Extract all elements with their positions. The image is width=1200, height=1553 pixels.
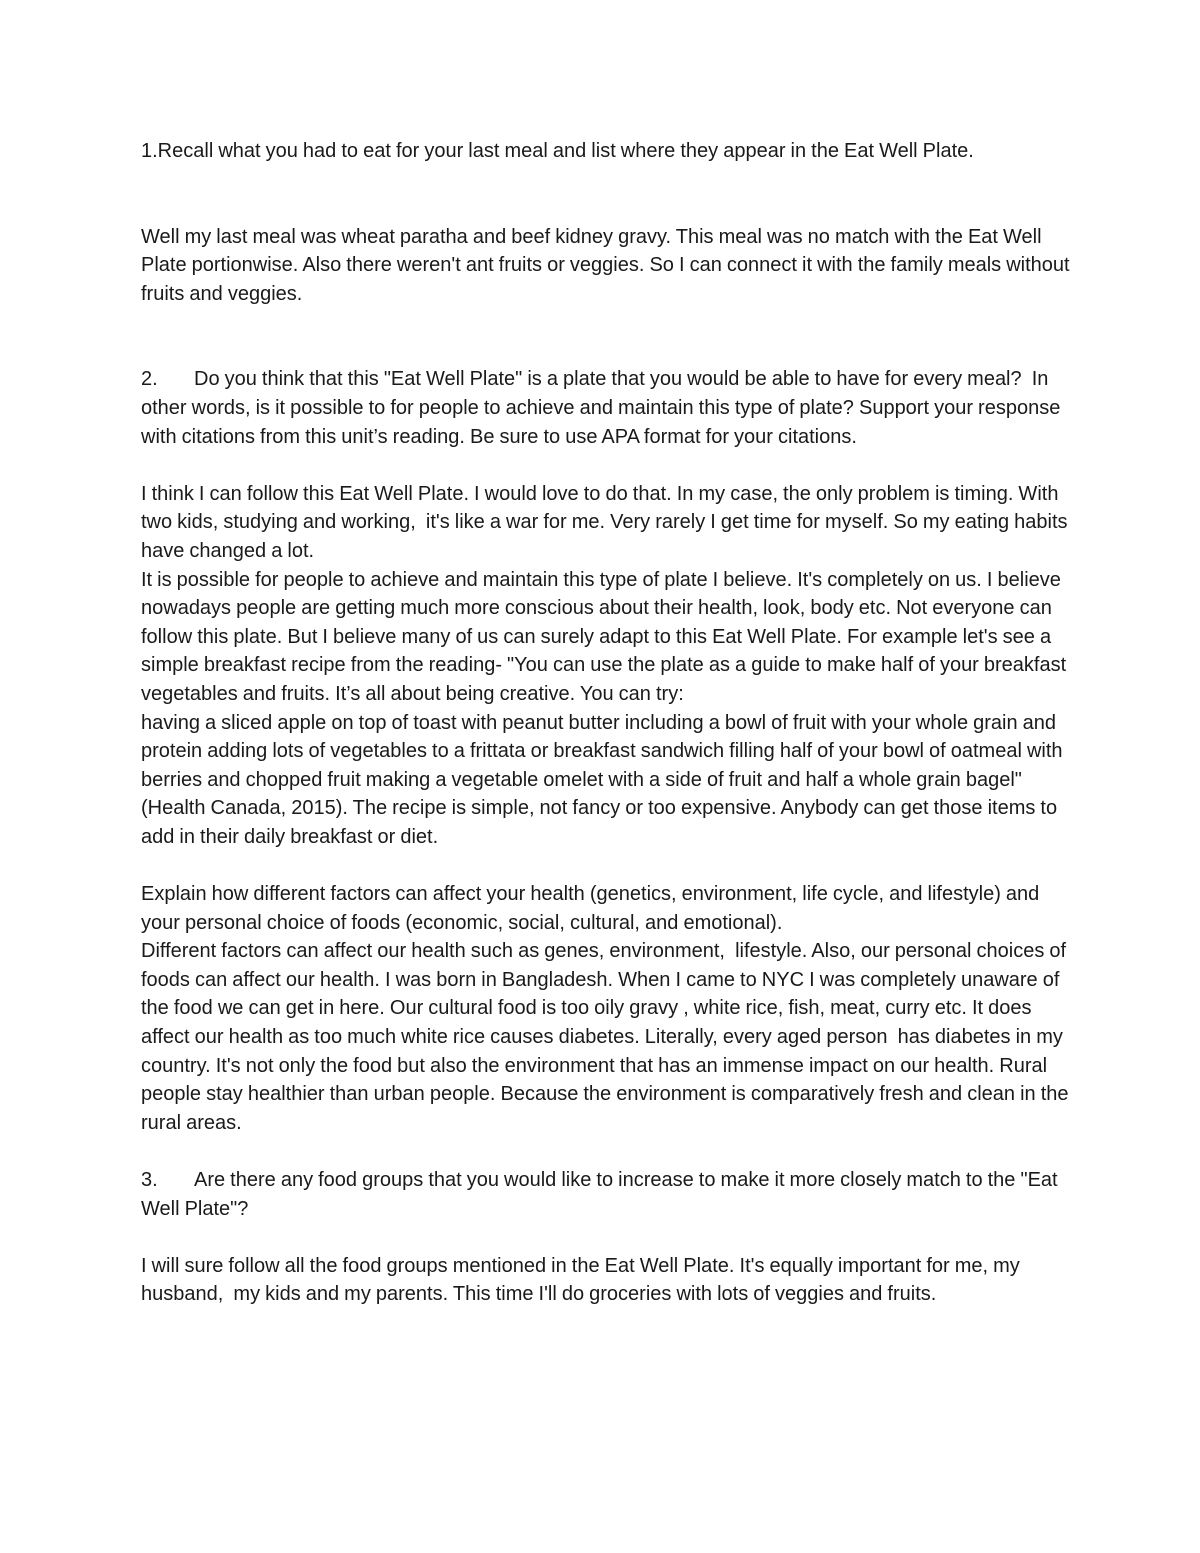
question-2-number: 2. xyxy=(141,368,158,391)
document-body xyxy=(141,137,1075,1309)
answer-2-paragraph-3: having a sliced apple on top of toast with peanut butter including a bowl of fruit with your whole grain and protein adding lots of vegetables to a frittata or breakfast sandwich filling half of your bowl of oatmeal with berries and chopped fruit making a vegetable omelet with a side of fruit and half a whole grain bagel" (Health Canada, 2015). The recipe is simple, not fancy or too expensive. Anybody can get those items to add in their daily breakfast or diet. xyxy=(141,711,1068,848)
answer-1: Well my last meal was wheat paratha and beef kidney gravy. This meal was no match with the Eat Well Plate portionwise. Also there weren't ant fruits or veggies. So I can connect it with the family meals without fruits and veggies. xyxy=(141,225,1075,305)
question-3 xyxy=(141,1166,1071,1223)
answer-3: I will sure follow all the food groups mentioned in the Eat Well Plate. It's equally important for me, my husband, my kids and my parents. This time I'll do groceries with lots of veggies and fruits. xyxy=(141,1254,1025,1306)
question-3-text: Are there any food groups that you would like to increase to make it more closely match to the "Eat Well Plate"? xyxy=(141,1169,1063,1220)
question-1: 1.Recall what you had to eat for your last meal and list where they appear in the Eat Well Plate. xyxy=(141,140,974,162)
question-3-number: 3. xyxy=(141,1169,158,1191)
answer-2-paragraph-2: It is possible for people to achieve and maintain this type of plate I believe. It's completely on us. I believe nowadays people are getting much more conscious about their health, look, body etc. Not everyone can follow this plate. But I believe many of us can surely adapt to this Eat Well Plate. For example let's see a simple breakfast recipe from the reading- "You can use the plate as a guide to make half of your breakfast vegetables and fruits. It’s all about being creative. You can try: xyxy=(141,568,1072,705)
explain-question: Explain how different factors can affect your health (genetics, environment, life cycle, and lifestyle) and your personal choice of foods (economic, social, cultural, and emotional). xyxy=(141,883,1045,934)
question-2 xyxy=(141,365,1071,451)
question-2-text: Do you think that this "Eat Well Plate" is a plate that you would be able to have for every meal? In other words, is it possible to for people to achieve and maintain this type of plate? Support your response with citations from this unit’s reading. Be sure to use APA format for your citations. xyxy=(141,368,1066,448)
explain-answer: Different factors can affect our health such as genes, environment, lifestyle. Also, our personal choices of foods can affect our health. I was born in Bangladesh. When I came to NYC I was completely unaware of the food we can get in here. Our cultural food is too oily gravy , white rice, fish, meat, curry etc. It does affect our health as too much white rice causes diabetes. Literally, every aged person has diabetes in my country. It's not only the food but also the environment that has an immense impact on our health. Rural people stay healthier than urban people. Because the environment is comparatively fresh and clean in the rural areas. xyxy=(141,940,1074,1134)
answer-2-paragraph-1: I think I can follow this Eat Well Plate. I would love to do that. In my case, the only problem is timing. With two kids, studying and working, it's like a war for me. Very rarely I get time for myself. So my eating habits have changed a lot. xyxy=(141,482,1073,562)
